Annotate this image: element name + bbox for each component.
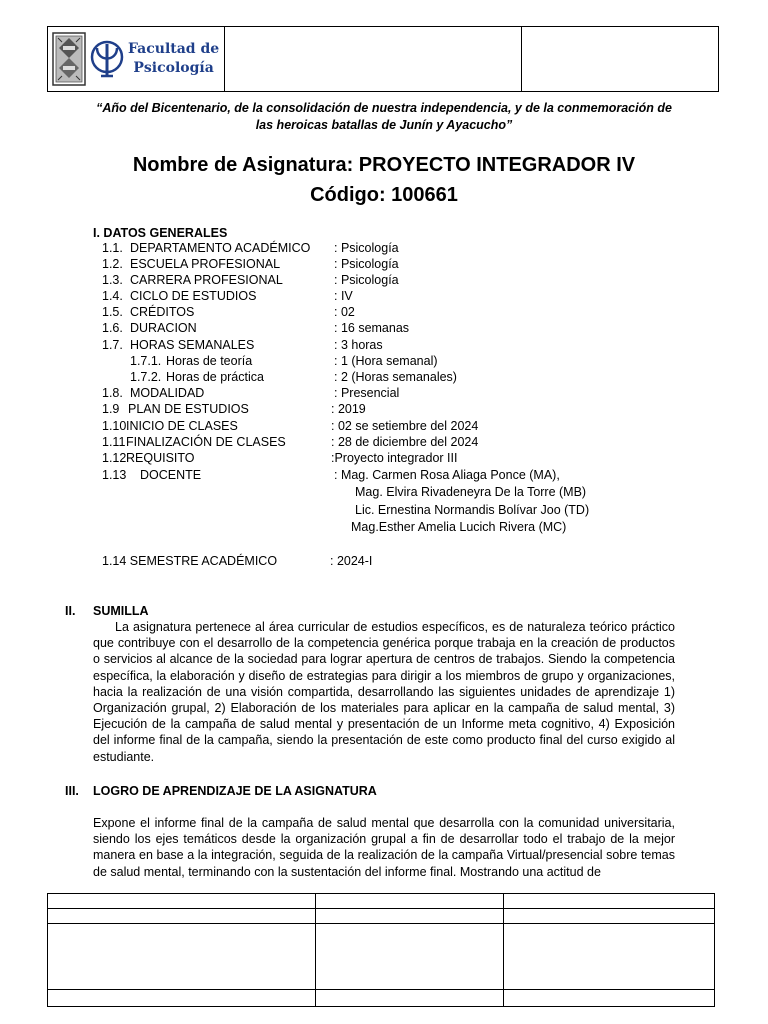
datos-label: PLAN DE ESTUDIOS: [128, 402, 249, 416]
sumilla-number: II.: [65, 604, 76, 618]
logo-cell: [48, 27, 225, 91]
datos-value: : Presencial: [334, 386, 400, 400]
document-header: [47, 26, 719, 92]
datos-label: DURACION: [130, 321, 197, 335]
table-row-divider: [48, 989, 714, 990]
datos-num: 1.11: [102, 435, 126, 449]
year-motto: [60, 100, 708, 134]
logro-heading: LOGRO DE APRENDIZAJE DE LA ASIGNATURA: [93, 784, 377, 798]
datos-num: 1.9: [102, 402, 120, 416]
datos-label: Horas de práctica: [166, 370, 264, 384]
datos-label: HORAS SEMANALES: [130, 338, 255, 352]
datos-value: : IV: [334, 289, 353, 303]
sumilla-heading: SUMILLA: [93, 604, 149, 618]
header-middle-cell: [225, 27, 522, 91]
logro-number: III.: [65, 784, 79, 798]
datos-label: CARRERA PROFESIONAL: [130, 273, 283, 287]
datos-num: 1.12: [102, 451, 127, 465]
datos-value: : Psicología: [334, 257, 399, 271]
datos-num: 1.4.: [102, 289, 123, 303]
course-code: Código: 100661: [310, 184, 458, 206]
docente-name: Mag.Esther Amelia Lucich Rivera (MC): [351, 520, 567, 534]
datos-label: Horas de teoría: [166, 354, 253, 368]
logro-paragraph: [93, 815, 675, 880]
header-right-cell: [522, 27, 718, 91]
datos-value: : 3 horas: [334, 338, 383, 352]
datos-num: 1.8.: [102, 386, 123, 400]
sumilla-text: La asignatura pertenece al área curricular de estudios específicos, es de naturaleza teórico práctico que contribuye con el desarrollo de la competencia genérica porque trabaja en la creación de productos o servicios al alcance de la sociedad para lograr apertura de centros de trabajos. Siendo la competencia específica, la elaboración y diseño de estrategias para dirigir a los miembros de grupo y organizaciones, hacia la realización de una visión compartida, desarrollando las siguientes unidades de aprendizaje 1) Organización grupal, 2) Elaboración de los materiales para aplicar en la campaña de salud mental, 3) Ejecución de la campaña de salud mental y presentación de un Informe meta cognitivo, 4) Exposición del informe final de la campaña, siendo la presentación de este como producto final del curso exigido al estudiante.: [93, 620, 675, 764]
datos-generales-heading: I. DATOS GENERALES: [93, 226, 228, 240]
datos-value: :Proyecto integrador III: [331, 451, 458, 465]
docente-name: Lic. Ernestina Normandis Bolívar Joo (TD): [355, 503, 590, 517]
datos-num: 1.3.: [102, 273, 123, 287]
datos-value: : 28 de diciembre del 2024: [331, 435, 479, 449]
datos-num: 1.7.2.: [130, 370, 162, 384]
datos-label: DOCENTE: [140, 468, 202, 482]
datos-label: CRÉDITOS: [130, 305, 195, 319]
datos-value: : 2 (Horas semanales): [334, 370, 457, 384]
motto-line2: las heroicas batallas de Junín y Ayacucho”: [255, 118, 513, 132]
university-crest-icon: [52, 32, 86, 86]
motto-line1: “Año del Bicentenario, de la consolidación de nuestra independencia, y de la conmemoración de: [96, 101, 672, 115]
datos-num: 1.13: [102, 468, 127, 482]
table-row-divider: [48, 908, 714, 909]
datos-value: : 2019: [331, 402, 366, 416]
datos-label: CICLO DE ESTUDIOS: [130, 289, 257, 303]
psychology-psi-icon: [90, 38, 124, 80]
datos-num: 1.10: [102, 419, 127, 433]
datos-value: : 02 se setiembre del 2024: [331, 419, 479, 433]
table-row-divider: [48, 923, 714, 924]
semestre-label: 1.14 SEMESTRE ACADÉMICO: [102, 554, 278, 568]
bottom-table: [47, 893, 715, 1007]
datos-label: FINALIZACIÓN DE CLASES: [126, 435, 286, 449]
faculty-name: [128, 40, 219, 78]
datos-value: : Psicología: [334, 241, 399, 255]
datos-num: 1.1.: [102, 241, 123, 255]
datos-label: DEPARTAMENTO ACADÉMICO: [130, 241, 311, 255]
datos-label: MODALIDAD: [130, 386, 205, 400]
semestre-value: : 2024-I: [330, 554, 373, 568]
course-title: Nombre de Asignatura: PROYECTO INTEGRADOR IV: [132, 154, 636, 176]
faculty-name-line2: Psicología: [133, 60, 214, 76]
sumilla-paragraph: [93, 619, 675, 765]
datos-label: REQUISITO: [126, 451, 195, 465]
docente-name: Mag. Elvira Rivadeneyra De la Torre (MB): [355, 485, 587, 499]
logro-text: Expone el informe final de la campaña de salud mental que desarrolla con la comunidad universitaria, siendo los ejes temáticos desde la organización grupal a fin de desarrollar todo el trabajo de la mejor manera en base a la integración, seguida de la realización de la campaña Virtual/presencial sobre temas de salud mental, terminando con la sustentación del informe final. Mostrando una actitud de: [93, 816, 675, 879]
datos-value: : 1 (Hora semanal): [334, 354, 438, 368]
datos-label: INICIO DE CLASES: [126, 419, 238, 433]
datos-value: : Psicología: [334, 273, 399, 287]
datos-num: 1.7.1.: [130, 354, 162, 368]
datos-value: : 16 semanas: [334, 321, 410, 335]
datos-num: 1.6.: [102, 321, 123, 335]
faculty-name-line1: Facultad de: [128, 41, 220, 57]
datos-num: 1.2.: [102, 257, 123, 271]
datos-label: ESCUELA PROFESIONAL: [130, 257, 281, 271]
datos-num: 1.7.: [102, 338, 123, 352]
datos-num: 1.5.: [102, 305, 123, 319]
datos-value: : 02: [334, 305, 355, 319]
datos-value: : Mag. Carmen Rosa Aliaga Ponce (MA),: [334, 468, 560, 482]
